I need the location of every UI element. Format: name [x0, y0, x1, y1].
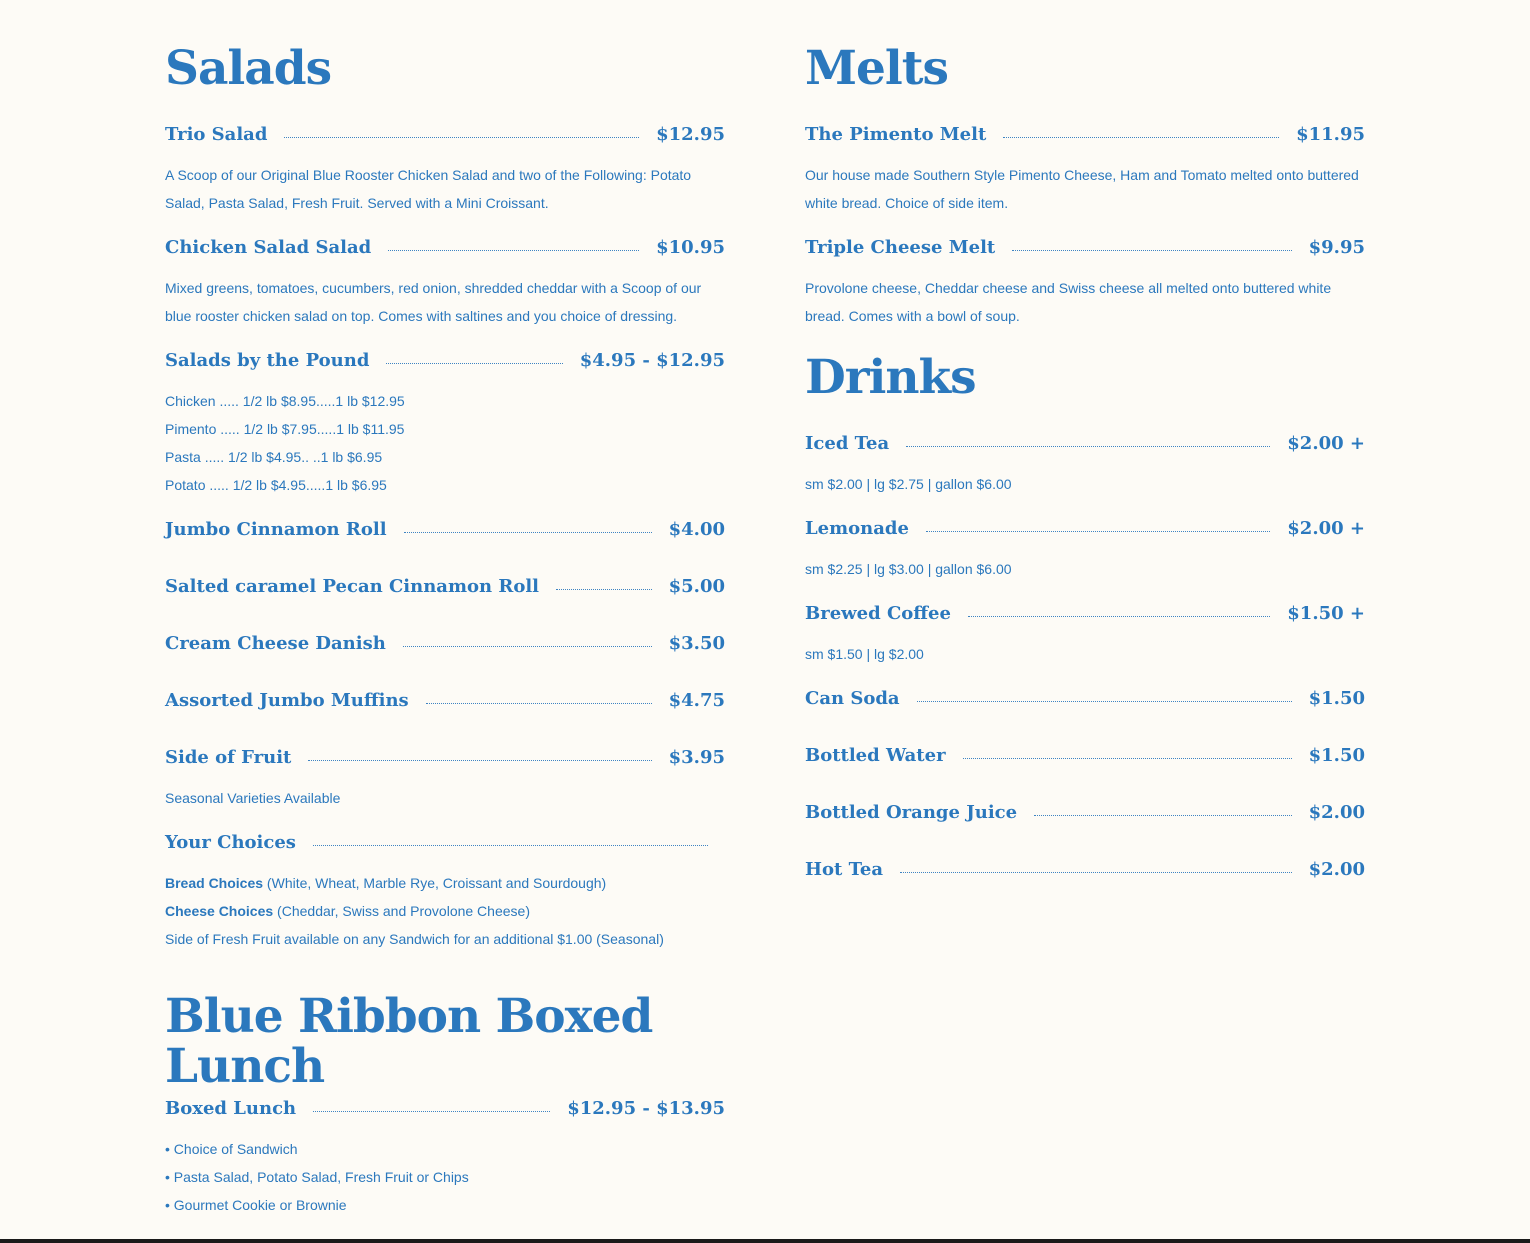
- item-price: $9.95: [1308, 236, 1365, 258]
- menu-item-lemonade: [805, 514, 1365, 542]
- dotted-leader: [284, 137, 639, 138]
- menu-item-chicken-salad-salad: [165, 233, 725, 261]
- item-price: $3.95: [668, 746, 725, 768]
- dotted-leader: [900, 872, 1292, 873]
- item-name: Chicken Salad Salad: [165, 236, 372, 258]
- menu-item-jumbo-cinnamon-roll: [165, 515, 725, 543]
- dotted-leader: [426, 703, 652, 704]
- dotted-leader: [404, 532, 652, 533]
- menu-item-cream-cheese-danish: [165, 629, 725, 657]
- item-price: $3.50: [668, 632, 725, 654]
- item-description: Provolone cheese, Cheddar cheese and Swiss cheese all melted onto buttered white bread. Comes with a bowl of soup.: [805, 280, 1332, 324]
- menu-item-pecan-cinnamon-roll: [165, 572, 725, 600]
- item-name: Lemonade: [805, 517, 909, 539]
- bottom-border: [0, 1239, 1530, 1243]
- item-name: Iced Tea: [805, 432, 890, 454]
- dotted-leader: [968, 616, 1270, 617]
- dotted-leader: [1012, 250, 1291, 251]
- item-price: $1.50 +: [1287, 602, 1365, 624]
- item-name: Triple Cheese Melt: [805, 236, 996, 258]
- menu-item-pimento-melt: [805, 120, 1365, 148]
- menu-item-bottled-water: [805, 741, 1365, 769]
- item-description: Our house made Southern Style Pimento Cheese, Ham and Tomato melted onto buttered white bread. Choice of side item.: [805, 167, 1359, 211]
- item-description: A Scoop of our Original Blue Rooster Chicken Salad and two of the Following: Potato Salad, Pasta Salad, Fresh Fruit. Served with a Mini Croissant.: [165, 167, 692, 211]
- menu-item-salads-by-the-pound: [165, 346, 725, 374]
- item-price: $4.00: [668, 518, 725, 540]
- item-description: Seasonal Varieties Available: [165, 790, 341, 806]
- item-name: The Pimento Melt: [805, 123, 987, 145]
- choices-list: [165, 869, 725, 953]
- item-name: Salted caramel Pecan Cinnamon Roll: [165, 575, 540, 597]
- dotted-leader: [926, 531, 1270, 532]
- dotted-leader: [308, 760, 651, 761]
- list-item: • Choice of Sandwich: [165, 1141, 298, 1157]
- list-item: • Pasta Salad, Potato Salad, Fresh Fruit or Chips: [165, 1169, 469, 1185]
- dotted-leader: [1034, 815, 1292, 816]
- dotted-leader: [386, 363, 562, 364]
- dotted-leader: [313, 845, 708, 846]
- item-price: $5.00: [668, 575, 725, 597]
- your-choices-heading: [165, 828, 708, 856]
- fruit-note: Side of Fresh Fruit available on any Sandwich for an additional $1.00 (Seasonal): [165, 931, 664, 947]
- item-name: Side of Fruit: [165, 746, 292, 768]
- boxed-lunch-title: [165, 989, 725, 1094]
- menu-item-hot-tea: [805, 855, 1365, 883]
- list-item: Chicken ..... 1/2 lb $8.95.....1 lb $12.95: [165, 393, 405, 409]
- item-name: Salads by the Pound: [165, 349, 370, 371]
- menu-item-brewed-coffee: [805, 599, 1365, 627]
- item-description: sm $2.25 | lg $3.00 | gallon $6.00: [805, 561, 1012, 577]
- menu-item-side-of-fruit: [165, 743, 725, 771]
- drinks-title: Drinks: [805, 350, 976, 405]
- melts-title: Melts: [805, 41, 948, 96]
- item-name: Hot Tea: [805, 858, 884, 880]
- item-name: Trio Salad: [165, 123, 268, 145]
- salads-title: Salads: [165, 41, 332, 96]
- item-name: Brewed Coffee: [805, 602, 951, 624]
- menu-item-triple-cheese-melt: [805, 233, 1365, 261]
- item-price: $2.00: [1308, 801, 1365, 823]
- list-item: Potato ..... 1/2 lb $4.95.....1 lb $6.95: [165, 477, 387, 493]
- menu-item-boxed-lunch: [165, 1094, 725, 1122]
- menu-item-trio-salad: [165, 120, 725, 148]
- item-name: Bottled Water: [805, 744, 946, 766]
- item-price: $12.95: [656, 123, 725, 145]
- bread-choices-text: (White, Wheat, Marble Rye, Croissant and Sourdough): [263, 875, 607, 891]
- dotted-leader: [906, 446, 1270, 447]
- item-name: Boxed Lunch: [165, 1097, 297, 1119]
- dotted-leader: [917, 701, 1292, 702]
- item-name: Jumbo Cinnamon Roll: [165, 518, 387, 540]
- menu-item-jumbo-muffins: [165, 686, 725, 714]
- item-price: $1.50: [1308, 744, 1365, 766]
- boxed-title-line1: Blue Ribbon Boxed: [165, 989, 653, 1044]
- cheese-choices-text: (Cheddar, Swiss and Provolone Cheese): [273, 903, 530, 919]
- item-price: $10.95: [656, 236, 725, 258]
- item-price: $4.95 - $12.95: [579, 349, 725, 371]
- item-price: $2.00: [1308, 858, 1365, 880]
- item-name: Your Choices: [165, 831, 296, 853]
- bread-choices: [165, 869, 725, 897]
- item-name: Bottled Orange Juice: [805, 801, 1018, 823]
- boxed-lunch-list: [165, 1135, 725, 1219]
- dotted-leader: [388, 250, 639, 251]
- item-description: sm $1.50 | lg $2.00: [805, 646, 924, 662]
- list-item: • Gourmet Cookie or Brownie: [165, 1197, 347, 1213]
- item-name: Can Soda: [805, 687, 900, 709]
- item-price: $2.00 +: [1287, 432, 1365, 454]
- item-price: $2.00 +: [1287, 517, 1365, 539]
- item-price: $1.50: [1308, 687, 1365, 709]
- bread-choices-label: Bread Choices: [165, 875, 264, 891]
- dotted-leader: [403, 646, 652, 647]
- item-description: sm $2.00 | lg $2.75 | gallon $6.00: [805, 476, 1012, 492]
- pound-price-list: [165, 387, 725, 499]
- item-price: $4.75: [668, 689, 725, 711]
- dotted-leader: [313, 1111, 550, 1112]
- item-price: $12.95 - $13.95: [567, 1097, 725, 1119]
- dotted-leader: [556, 589, 652, 590]
- menu-item-iced-tea: [805, 429, 1365, 457]
- boxed-title-line2: Lunch: [165, 1039, 325, 1094]
- cheese-choices: [165, 897, 725, 925]
- item-name: Assorted Jumbo Muffins: [165, 689, 409, 711]
- item-price: $11.95: [1296, 123, 1365, 145]
- dotted-leader: [963, 758, 1292, 759]
- list-item: Pasta ..... 1/2 lb $4.95.. ..1 lb $6.95: [165, 449, 383, 465]
- item-name: Cream Cheese Danish: [165, 632, 386, 654]
- dotted-leader: [1003, 137, 1279, 138]
- cheese-choices-label: Cheese Choices: [165, 903, 274, 919]
- list-item: Pimento ..... 1/2 lb $7.95.....1 lb $11.95: [165, 421, 405, 437]
- menu-item-orange-juice: [805, 798, 1365, 826]
- item-description: Mixed greens, tomatoes, cucumbers, red onion, shredded cheddar with a Scoop of our blue rooster chicken salad on top. Comes with saltines and you choice of dressing.: [165, 280, 702, 324]
- menu-item-can-soda: [805, 684, 1365, 712]
